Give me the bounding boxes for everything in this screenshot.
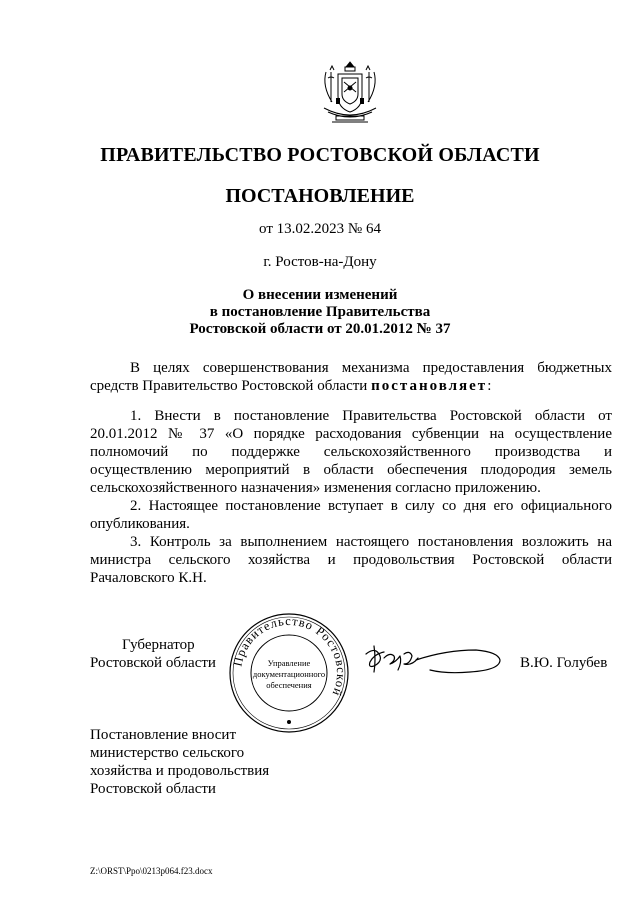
- seal-ring-text: Правительство Ростовской: [230, 613, 349, 699]
- item-2-paragraph: 2. Настоящее постановление вступает в силу со дня его официального опубликования.: [90, 498, 612, 532]
- preamble-text: В целях совершенствования механизма предоставления бюджетных средств Правительство Ростовской области: [90, 360, 612, 394]
- submitter-line: министерство сельского: [90, 745, 245, 761]
- submitter-block: [90, 726, 310, 798]
- coat-of-arms-icon: [318, 58, 382, 128]
- document-type: ПОСТАНОВЛЕНИЕ: [225, 185, 415, 207]
- signatory-title: [90, 636, 240, 672]
- seal-center-line: обеспечения: [266, 680, 312, 690]
- signatory-name: В.Ю. Голубев: [520, 655, 608, 671]
- city: г. Ростов-на-Дону: [263, 254, 377, 270]
- handwritten-signature-icon: [362, 640, 502, 684]
- seal-center-line: Управление: [267, 658, 311, 668]
- preamble-end: :: [487, 378, 492, 394]
- subject-line: Ростовской области от 20.01.2012 № 37: [189, 321, 451, 337]
- submitter-line: Ростовской области: [90, 781, 216, 797]
- item-3-paragraph: 3. Контроль за выполнением настоящего постановления возложить на министра сельского хозяйства и продовольствия Ростовской области Рачаловского К.Н.: [90, 534, 612, 586]
- item-1-paragraph: 1. Внести в постановление Правительства Ростовской области от 20.01.2012 № 37 «О порядке расходования субвенции на осуществление полномочий по поддержке сельскохозяйственного производства и осуществлению мероприятий в области обеспечения плодородия земель сельскохозяйственного назначения» изменения согласно приложению.: [90, 408, 612, 496]
- submitter-line: Постановление вносит: [90, 727, 237, 743]
- subject-line: в постановление Правительства: [209, 304, 431, 320]
- document-subject: [0, 287, 640, 338]
- submitter-line: хозяйства и продовольствия: [90, 763, 270, 779]
- subject-line: О внесении изменений: [242, 287, 398, 303]
- signatory-title-line: Ростовской области: [90, 655, 216, 671]
- seal-center-line: документационного: [252, 669, 326, 679]
- preamble-verb: постановляет: [371, 378, 488, 394]
- file-path-footer: Z:\ORST\Ppo\0213p064.f23.docx: [90, 866, 213, 876]
- signatory-title-line: Губернатор: [122, 637, 195, 653]
- government-title: ПРАВИТЕЛЬСТВО РОСТОВСКОЙ ОБЛАСТИ: [100, 144, 540, 166]
- date-number: от 13.02.2023 № 64: [259, 221, 381, 237]
- preamble-paragraph: [90, 359, 612, 395]
- official-seal-icon: [228, 612, 350, 734]
